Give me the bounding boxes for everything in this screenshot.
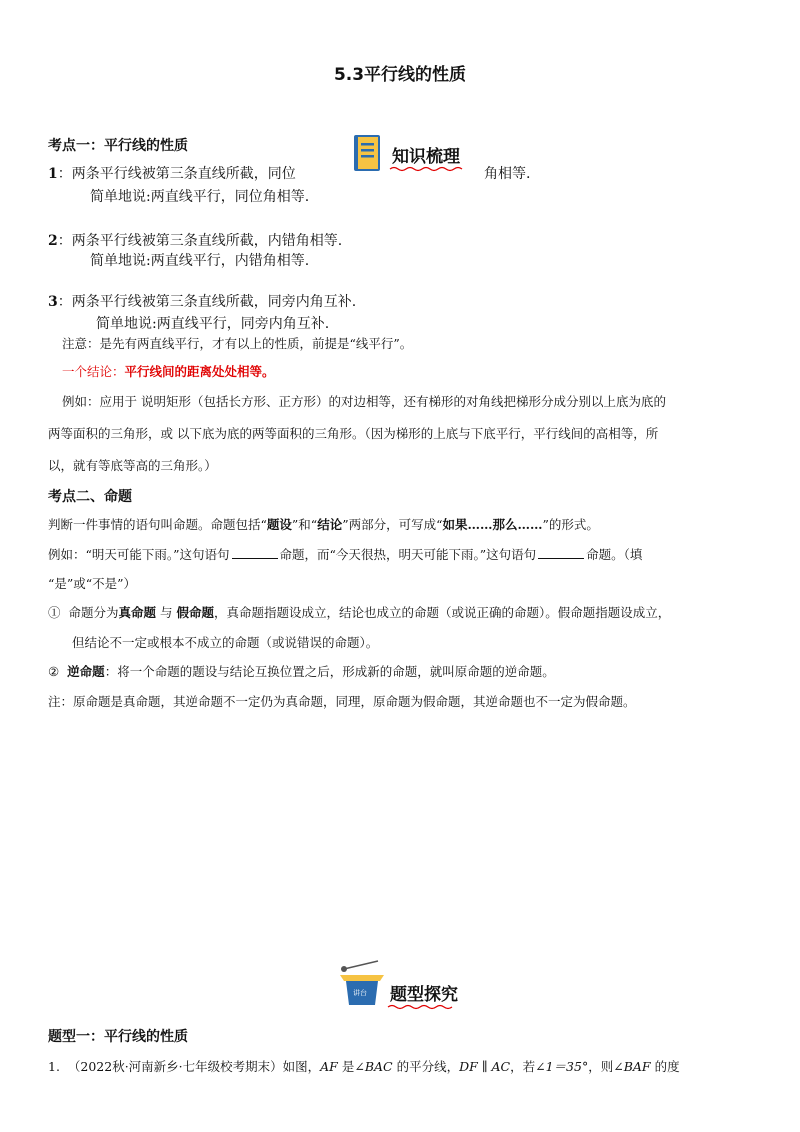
badge-explore-text: 题型探究	[390, 985, 458, 1005]
proposition-example: 例如：“明天可能下雨。”这句语句 命题，而“今天很热，明天可能下雨。”这句语句 命题。（填	[48, 547, 643, 562]
section-3-heading: 题型一：平行线的性质	[48, 1029, 188, 1045]
podium-icon	[340, 975, 384, 981]
example-line-3: 以，就有等底等高的三角形。）	[48, 458, 217, 473]
property-3-sub: 简单地说:两直线平行，同旁内角互补.	[96, 316, 330, 332]
answer-blank-1[interactable]	[232, 557, 278, 559]
example-line-1: 例如：应用于 说明矩形（包括长方形、正方形）的对边相等，还有梯形的对角线把梯形分成分别以上底为底的	[62, 394, 666, 409]
property-3-line: 3：两条平行线被第三条直线所截，同旁内角互补.	[48, 294, 357, 310]
answer-blank-2[interactable]	[538, 557, 584, 559]
section-1-heading: 考点一：平行线的性质	[48, 138, 188, 154]
note-premise: 注意：是先有两直线平行，才有以上的性质，前提是“线平行”。	[62, 336, 413, 351]
page-title: 5.3平行线的性质	[333, 65, 467, 85]
property-2-line: 2：两条平行线被第三条直线所截，内错角相等.	[48, 233, 343, 249]
true-false-proposition: ① 命题分为真命题 与 假命题，真命题指题设成立，结论也成立的命题（或说正确的命题）。假命题指题设成立，	[48, 605, 671, 620]
property-2-sub: 简单地说:两直线平行，内错角相等.	[90, 253, 310, 269]
property-1-line: 1：两条平行线被第三条直线所截，同位	[48, 166, 296, 182]
example-line-2: 两等面积的三角形，或 以下底为底的两等面积的三角形。（因为梯形的上底与下底平行，平行线间的高相等，所	[48, 426, 659, 441]
proposition-example-l2: “是”或“不是”）	[48, 576, 137, 591]
converse-proposition: ② 逆命题：将一个命题的题设与结论互换位置之后，形成新的命题，就叫原命题的逆命题。	[48, 664, 555, 679]
question-1: 1. （2022秋·河南新乡·七年级校考期末）如图，AF 是∠BAC 的平分线，DF ∥ AC，若∠1＝35°，则∠BAF 的度	[48, 1059, 680, 1074]
section-2-heading: 考点二、命题	[48, 489, 132, 505]
property-1-sub: 简单地说:两直线平行，同位角相等.	[90, 189, 310, 205]
badge-knowledge-text: 知识梳理	[392, 147, 460, 167]
conclusion: 一个结论：平行线间的距离处处相等。	[62, 364, 275, 379]
explore-badge	[338, 955, 464, 1011]
knowledge-badge	[352, 133, 476, 177]
property-1-tail: 角相等.	[484, 166, 531, 182]
svg-text:讲台: 讲台	[353, 989, 367, 997]
proposition-note: 注：原命题是真命题，其逆命题不一定仍为真命题，同理，原命题为假命题，其逆命题也不一定为假命题。	[48, 694, 636, 709]
true-false-proposition-l2: 但结论不一定或根本不成立的命题（或说错误的命题）。	[72, 635, 379, 650]
proposition-definition: 判断一件事情的语句叫命题。命题包括“题设”和“结论”两部分，可写成“如果……那么……”的形式。	[48, 517, 599, 532]
